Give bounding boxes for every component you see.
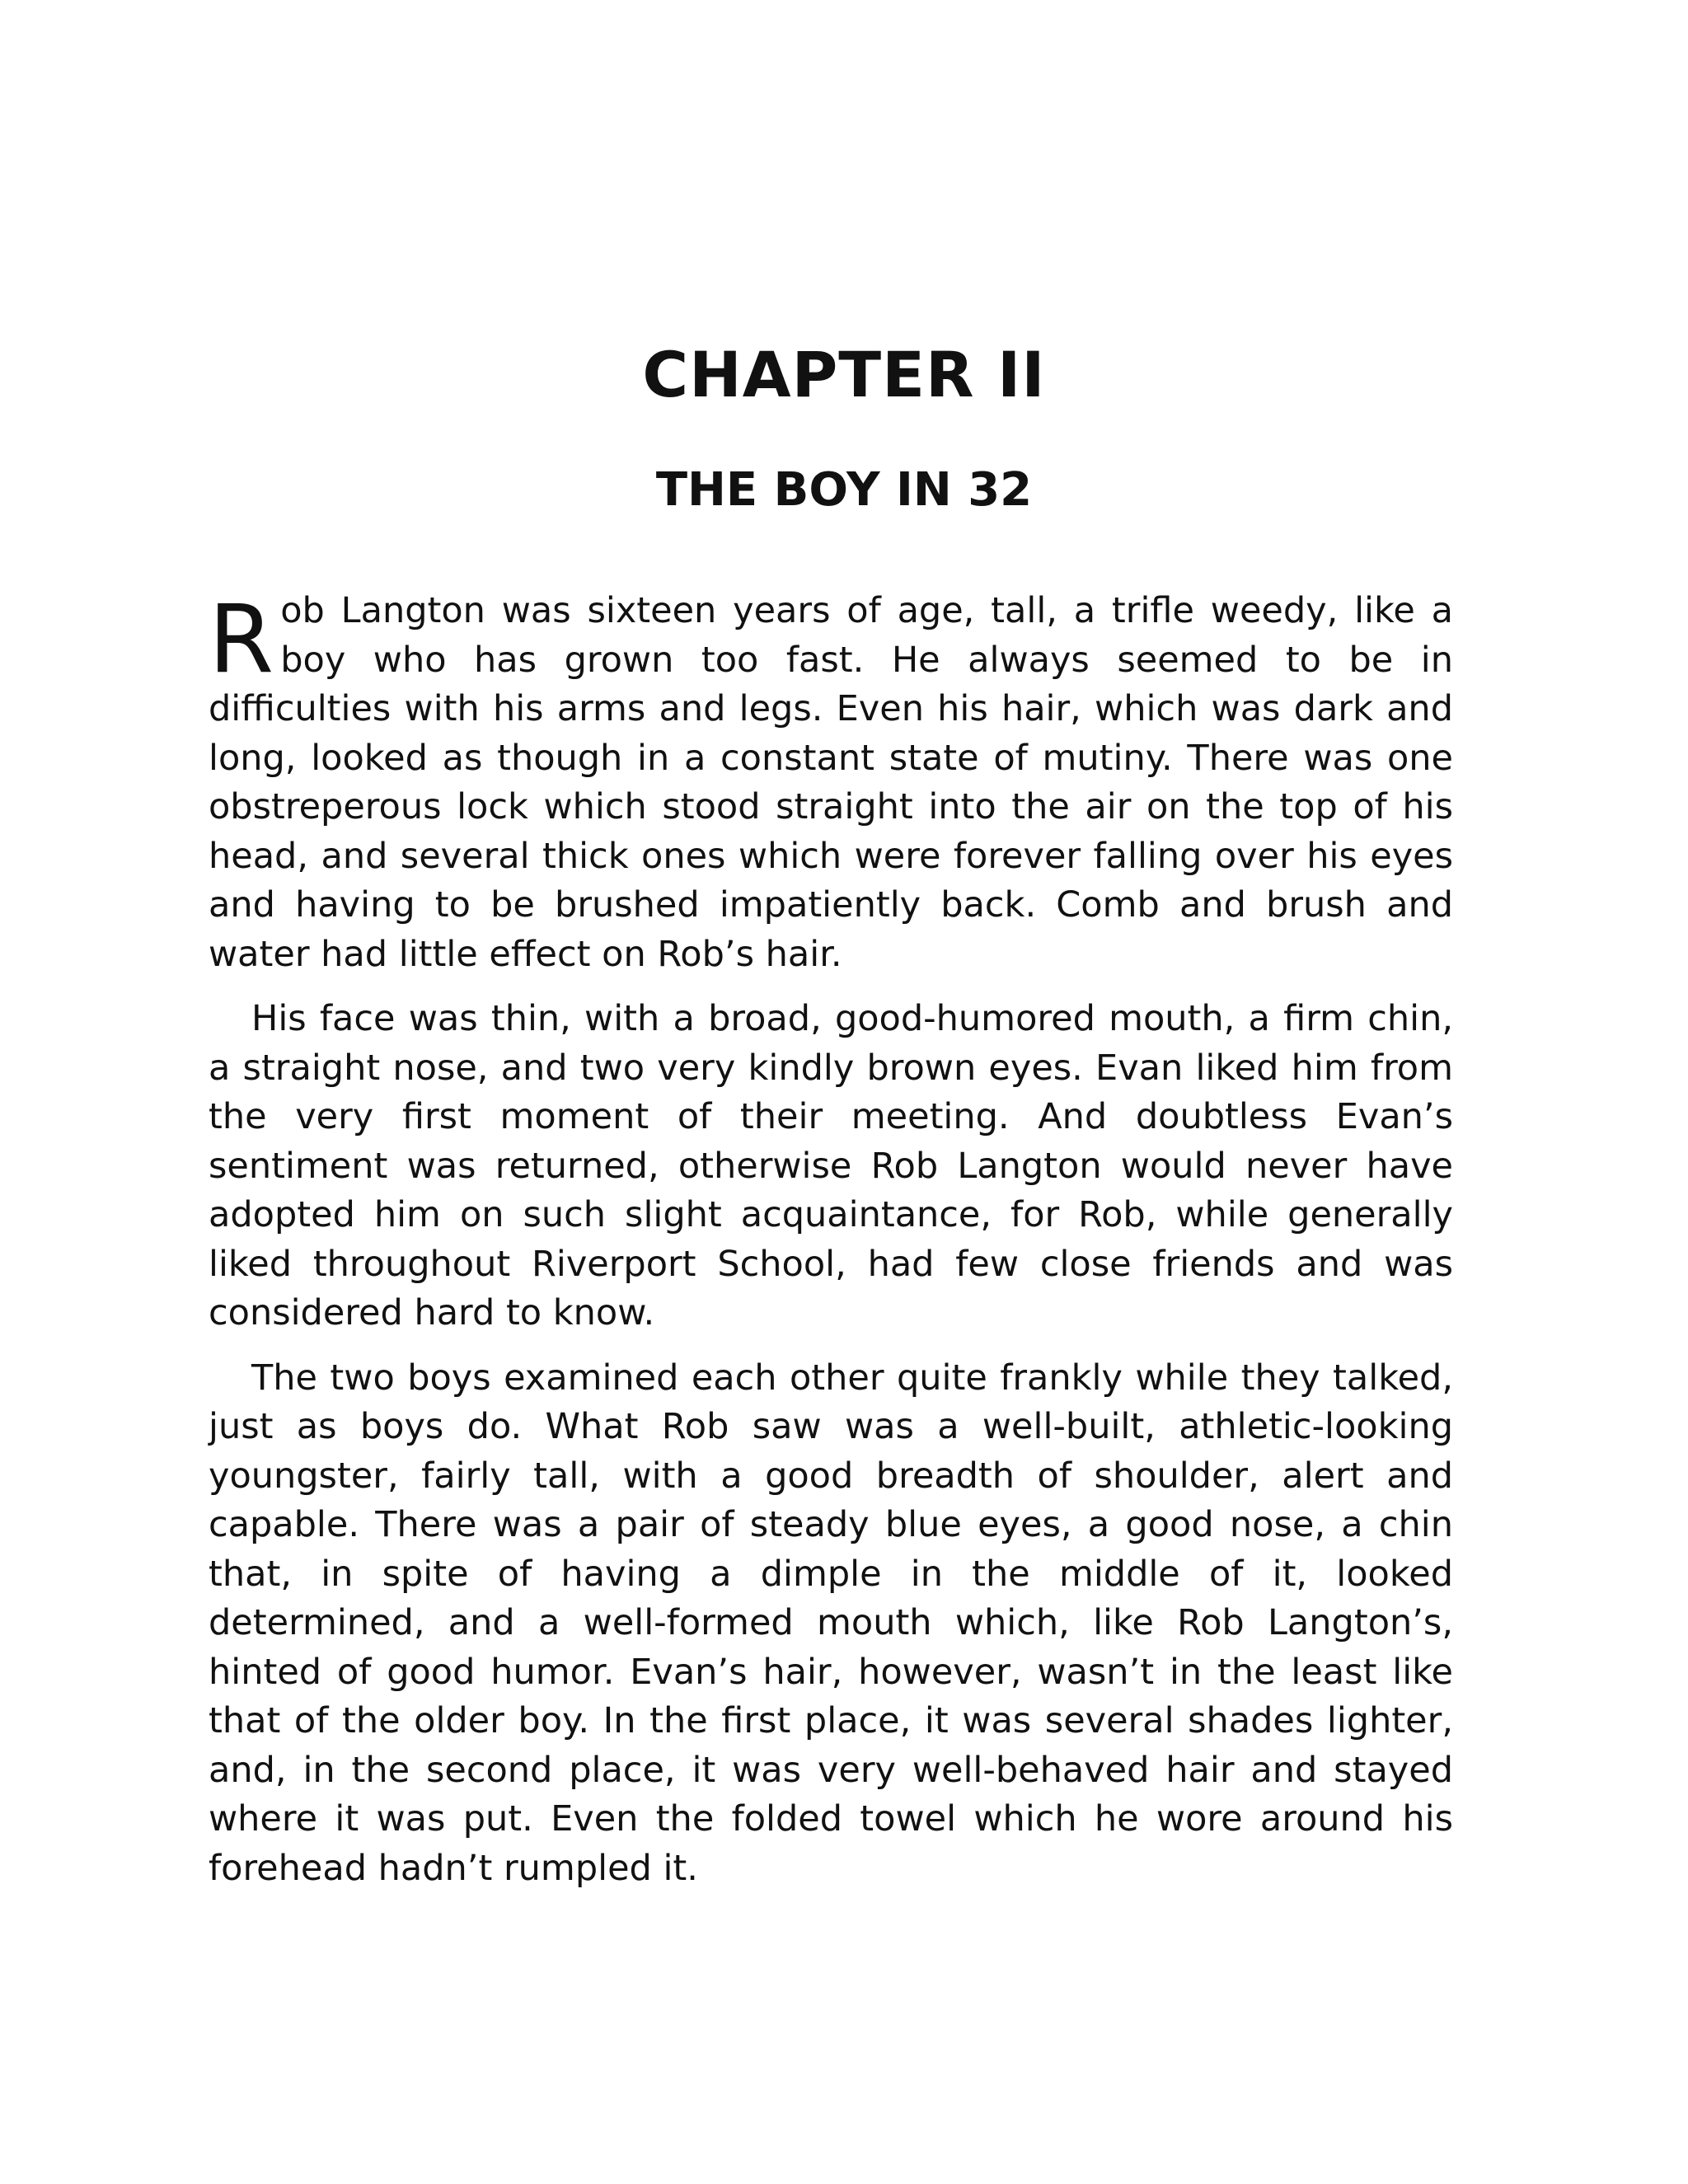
paragraph-1-text: ob Langton was sixteen years of age, tall, a trifle weedy, like a boy who has grown too fast. He always seemed to be in difficulties with his arms and legs. Even his hair, which was dark and long, looked as though in a constant state of mutiny. There was one obstreperous lock which stood straight into the air on the top of his head, and several thick ones which were forever falling over his eyes and having to be brushed impatiently back. Comb and brush and water had little effect on Rob’s hair. — [209, 590, 1453, 975]
chapter-body — [209, 584, 1453, 1909]
drop-cap: R — [209, 584, 274, 694]
paragraph-3: The two boys examined each other quite frankly while they talked, just as boys do. What Rob saw was a well-built, athletic-looking youngster, fairly tall, with a good breadth of shoulder, alert and capable. There was a pair of steady blue eyes, a good nose, a chin that, in spite of having a dimple in the middle of it, looked determined, and a well-formed mouth which, like Rob Langton’s, hinted of good humor. Evan’s hair, however, wasn’t in the least like that of the older boy. In the first place, it was several shades lighter, and, in the second place, it was very well-behaved hair and stayed where it was put. Even the folded towel which he wore around his forehead hadn’t rumpled it. — [209, 1357, 1453, 1889]
chapter-subtitle: THE BOY IN 32 — [655, 463, 1033, 517]
paragraph-1 — [209, 584, 1453, 979]
chapter-title: CHAPTER II — [642, 338, 1046, 411]
paragraph-2: His face was thin, with a broad, good-humored mouth, a firm chin, a straight nose, and two very kindly brown eyes. Evan liked him from the very first moment of their meeting. And doubtless Evan’s sentiment was returned, otherwise Rob Langton would never have adopted him on such slight acquaintance, for Rob, while generally liked throughout Riverport School, had few close friends and was considered hard to know. — [209, 998, 1453, 1333]
